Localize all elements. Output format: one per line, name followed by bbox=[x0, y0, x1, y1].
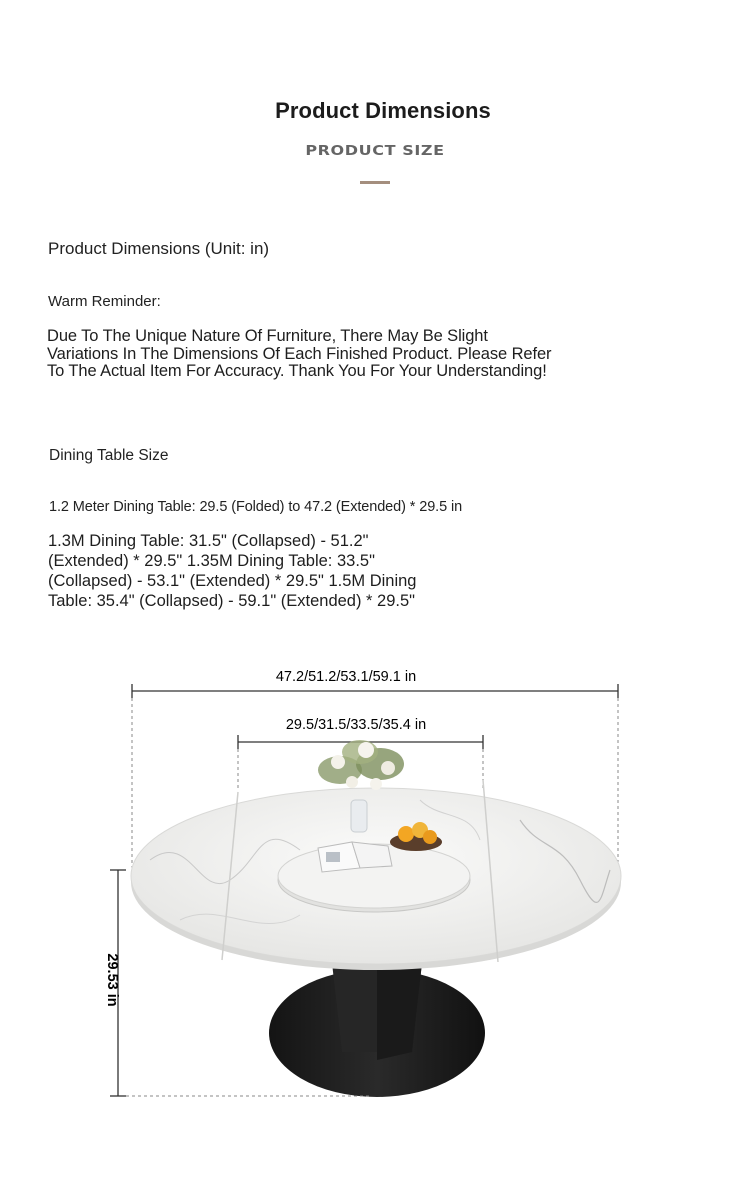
reminder-label: Warm Reminder: bbox=[48, 293, 161, 310]
accent-divider bbox=[360, 181, 390, 184]
dining-table-size-heading: Dining Table Size bbox=[49, 447, 169, 464]
size-details bbox=[48, 531, 468, 611]
size-detail-line: (Collapsed) - 53.1" (Extended) * 29.5" 1.5M Dining bbox=[48, 572, 417, 590]
unit-heading: Product Dimensions (Unit: in) bbox=[48, 239, 270, 258]
height-label: 29.53 in bbox=[104, 953, 120, 1007]
reminder-line: Due To The Unique Nature Of Furniture, There May Be Slight bbox=[47, 327, 488, 345]
size-line-1-2m: 1.2 Meter Dining Table: 29.5 (Folded) to 47.2 (Extended) * 29.5 in bbox=[49, 499, 463, 515]
reminder-line: Variations In The Dimensions Of Each Finished Product. Please Refer bbox=[47, 344, 552, 363]
reminder-text bbox=[47, 328, 617, 381]
size-detail-line: Table: 35.4" (Collapsed) - 59.1" (Extended) * 29.5" bbox=[48, 592, 416, 610]
folded-width-label: 29.5/31.5/33.5/35.4 in bbox=[285, 717, 427, 733]
page-subtitle: PRODUCT SIZE bbox=[305, 142, 445, 159]
size-detail-line: (Extended) * 29.5" 1.35M Dining Table: 33.5" bbox=[48, 552, 375, 570]
tabletop bbox=[131, 780, 621, 970]
extended-width-label: 47.2/51.2/53.1/59.1 in bbox=[275, 669, 417, 685]
page-title: Product Dimensions bbox=[275, 98, 491, 123]
reminder-line: To The Actual Item For Accuracy. Thank You For Your Understanding! bbox=[47, 362, 547, 380]
table-dimension-diagram bbox=[0, 640, 750, 1120]
size-detail-line: 1.3M Dining Table: 31.5" (Collapsed) - 51.2" bbox=[48, 532, 369, 550]
